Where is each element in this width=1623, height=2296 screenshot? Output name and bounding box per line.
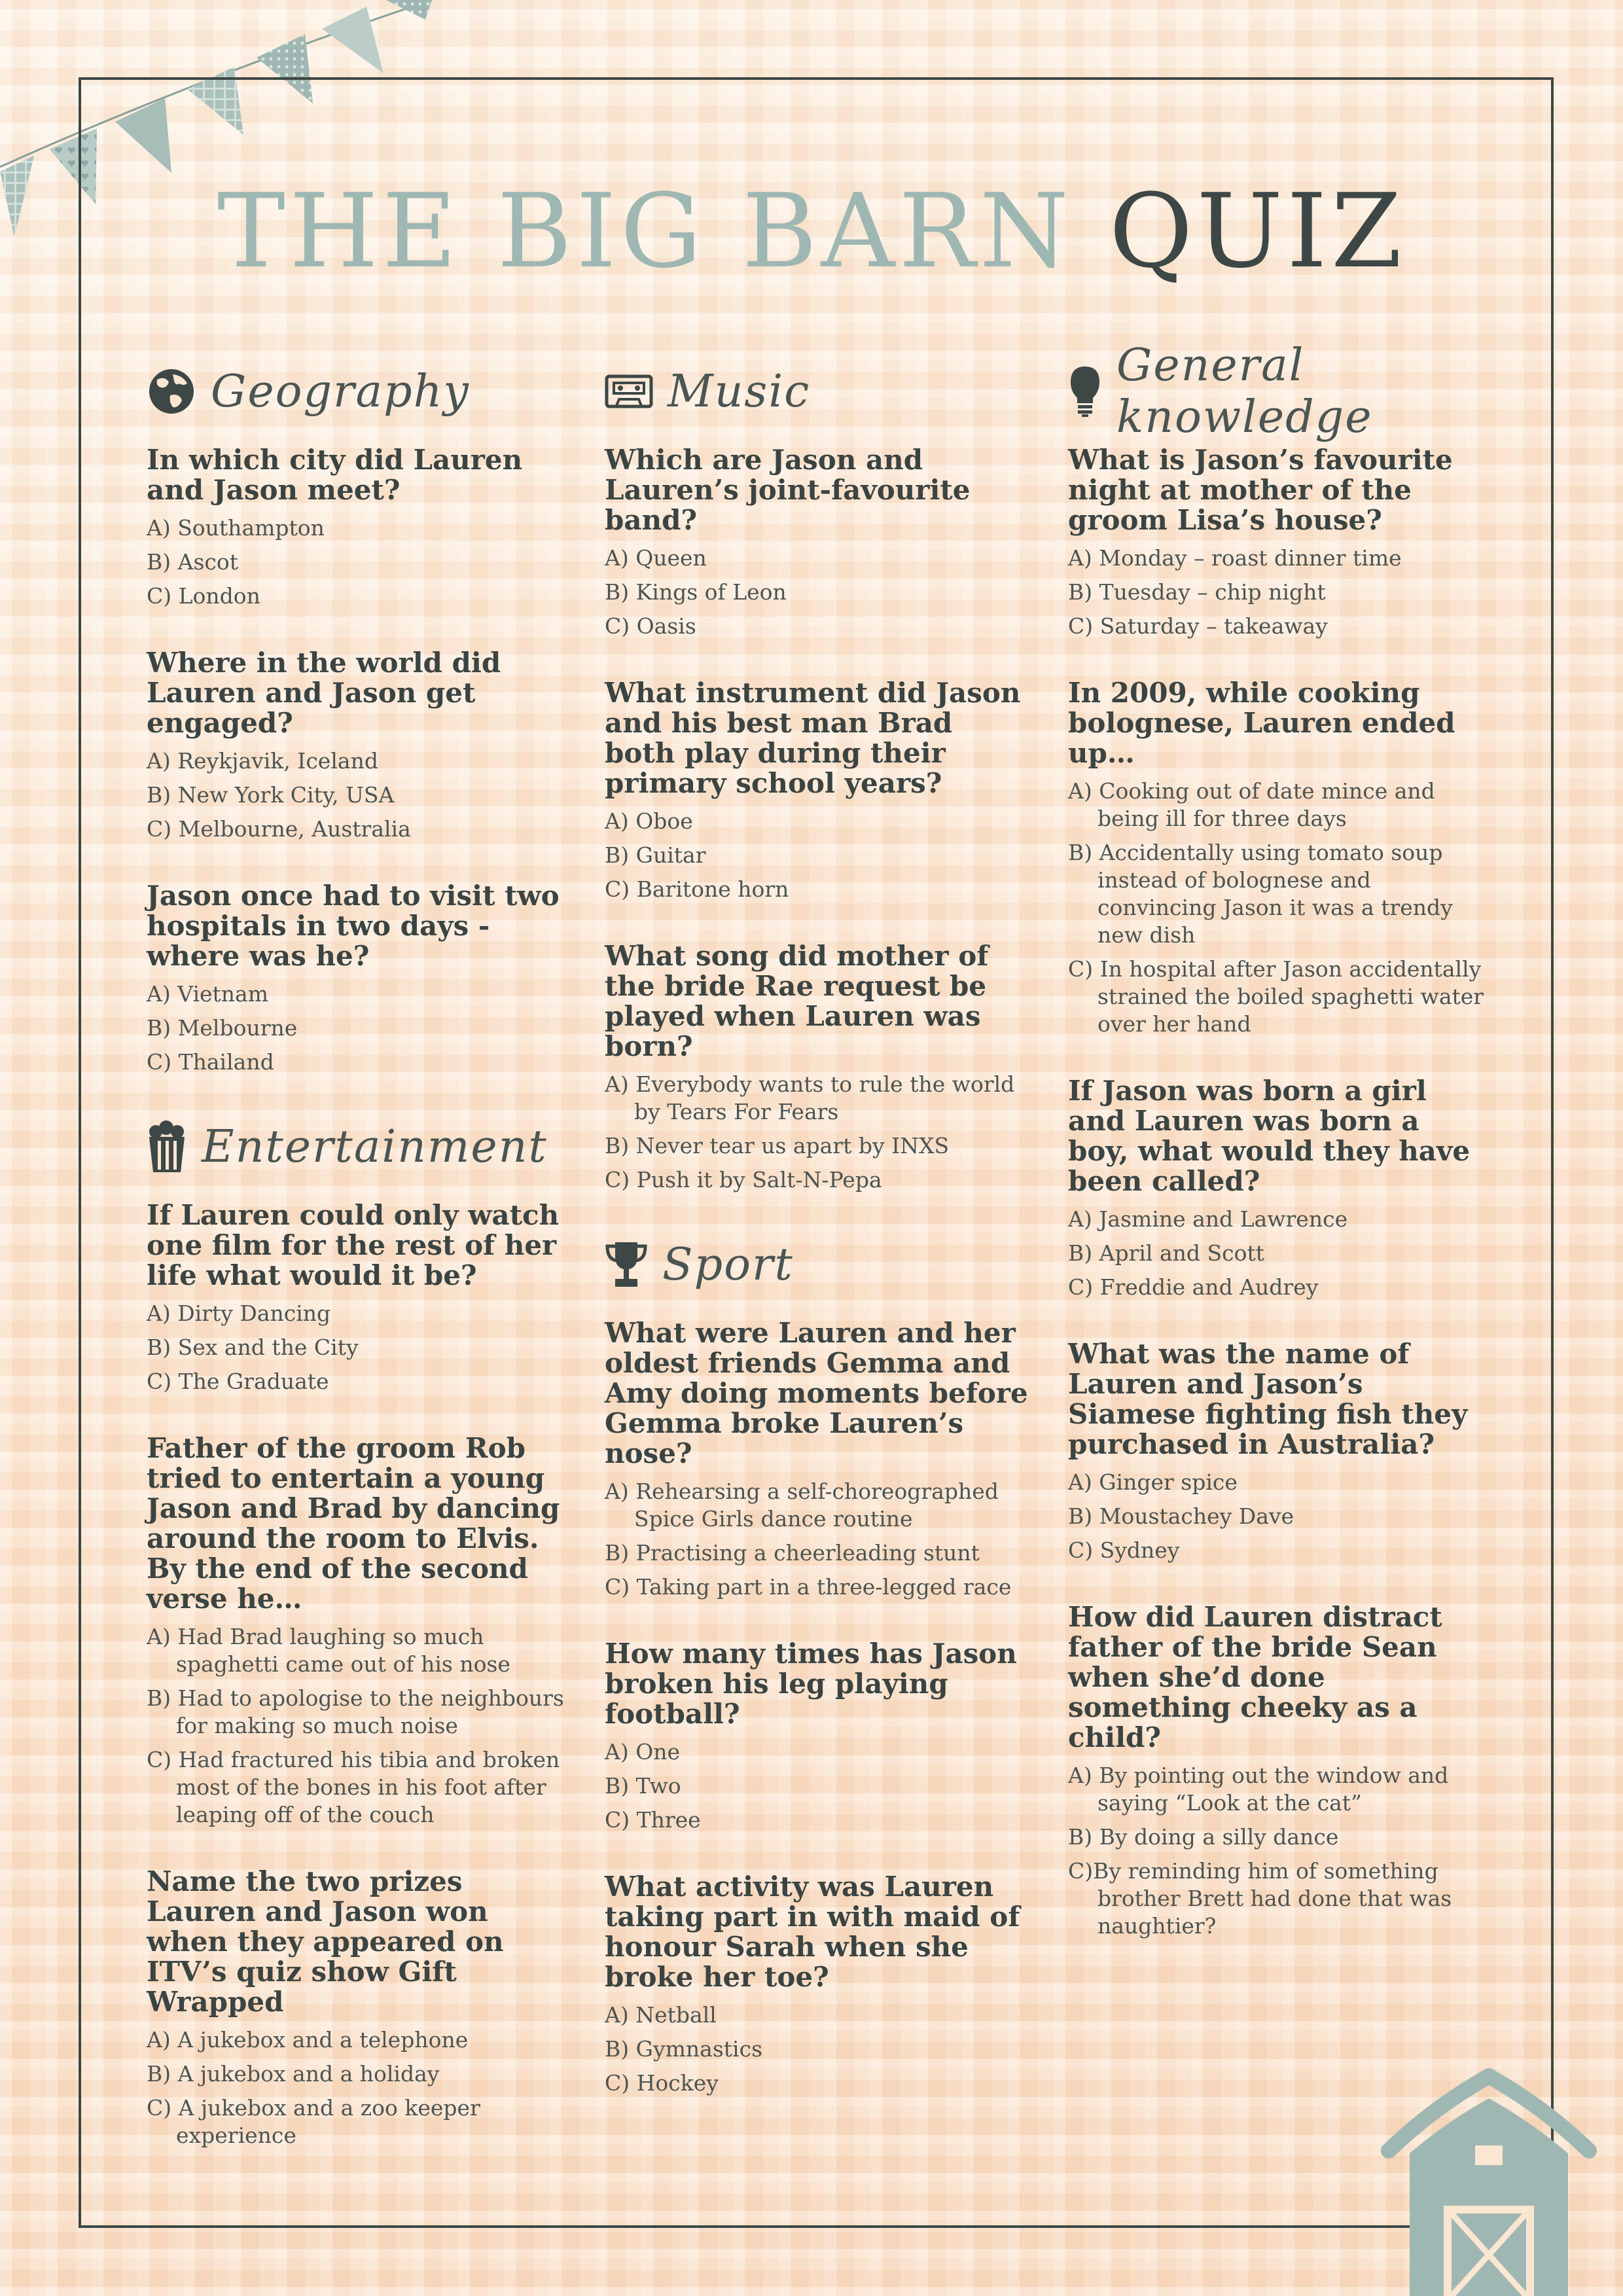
answer-option: B) Tuesday – chip night [1068, 579, 1326, 605]
question-block: In 2009, while cooking bolognese, Lauren ended up… A) Cooking out of date mince and being ill for three days B) Accidentally using tomato soup instead of bolognese and convincing Jason it was a trendy new dish C) In hospital after Jason accidentally strained the boiled spaghetti water over her hand [1068, 678, 1487, 1038]
section-heading: Entertainment [147, 1114, 572, 1179]
question-block: What song did mother of the bride Rae request be played when Lauren was born? A) Everybody wants to rule the world by Tears For Fears B) Never tear us apart by INXS C) Push it by Salt-N-Pepa [605, 941, 1030, 1194]
column-middle [605, 359, 1030, 2135]
answer-option: C) Taking part in a three-legged race [605, 1574, 1012, 1600]
popcorn-icon [147, 1120, 187, 1174]
globe-icon [147, 367, 196, 416]
answer-option: A) By pointing out the window and saying “Look at the cat” [1068, 1763, 1449, 1816]
answer-option: A) Jasmine and Lawrence [1068, 1206, 1348, 1232]
section-geography [147, 359, 572, 1076]
answer-option: B) Had to apologise to the neighbours for making so much noise [147, 1685, 564, 1738]
answer-option: C) London [147, 583, 260, 609]
answer-option: C) Saturday – takeaway [1068, 613, 1328, 639]
answer-option: B) Two [605, 1773, 681, 1799]
column-left [147, 359, 572, 2187]
answer-option: A) One [605, 1739, 681, 1765]
question-block: How many times has Jason broken his leg playing football? A) One B) Two C) Three [605, 1639, 1030, 1834]
answer-option: C) Oasis [605, 613, 696, 639]
question-block: How did Lauren distract father of the bride Sean when she’d done something cheeky as a child? A) By pointing out the window and saying “Look at the cat” B) By doing a silly dance C)By reminding him of something brother Brett had done that was naughtier? [1068, 1602, 1487, 1940]
answer-option: C) Hockey [605, 2070, 719, 2096]
answer-option: C)By reminding him of something brother Brett had done that was naughtier? [1068, 1858, 1452, 1939]
answer-option: A) Vietnam [147, 981, 269, 1007]
answer-option: B) Never tear us apart by INXS [605, 1133, 950, 1158]
answer-option: A) Had Brad laughing so much spaghetti came out of his nose [147, 1624, 510, 1677]
answer-option: C) Melbourne, Australia [147, 816, 411, 842]
answer-option: C) Thailand [147, 1049, 274, 1075]
answer-option: A) Queen [605, 545, 707, 571]
barn-icon [1381, 2068, 1597, 2296]
answer-option: C) Freddie and Audrey [1068, 1274, 1319, 1300]
answer-option: A) Ginger spice [1068, 1469, 1238, 1495]
section-heading: Music [605, 359, 1030, 424]
answer-option: B) Accidentally using tomato soup instead of bolognese and convincing Jason it was a trendy new dish [1068, 840, 1453, 948]
answer-option: B) Gymnastics [605, 2036, 763, 2062]
column-right [1068, 340, 1487, 1978]
answer-option: A) Southampton [147, 515, 325, 541]
section-heading: General knowledge [1068, 359, 1487, 424]
answer-option: B) Kings of Leon [605, 579, 787, 605]
section-general-knowledge [1068, 340, 1487, 1940]
answer-option: C) Baritone horn [605, 876, 789, 902]
answer-option: B) Sex and the City [147, 1335, 359, 1360]
answer-option: A) Oboe [605, 808, 693, 834]
trophy-icon [605, 1240, 648, 1289]
answer-option: A) Netball [605, 2002, 717, 2028]
section-sport [605, 1232, 1030, 2097]
question-block: Father of the groom Rob tried to entertain a young Jason and Brad by dancing around the room to Elvis. By the end of the second verse he… A) Had Brad laughing so much spaghetti came out of his nose B) Had to apologise to the neighbours for making so much noise C) Had fractured his tibia and broken most of the bones in his foot after leaping off of the couch [147, 1433, 572, 1829]
answer-option: A) Reykjavik, Iceland [147, 748, 378, 774]
question-block: Which are Jason and Lauren’s joint-favourite band? A) Queen B) Kings of Leon C) Oasis [605, 445, 1030, 640]
answer-option: C) Push it by Salt-N-Pepa [605, 1167, 882, 1193]
answer-option: A) Cooking out of date mince and being ill for three days [1068, 778, 1435, 831]
answer-option: B) Ascot [147, 549, 238, 575]
answer-option: B) Practising a cheerleading stunt [605, 1540, 980, 1566]
answer-option: B) Melbourne [147, 1015, 298, 1041]
answer-option: C) A jukebox and a zoo keeper experience [147, 2095, 480, 2148]
answer-option: A) A jukebox and a telephone [147, 2027, 469, 2053]
answer-option: C) Three [605, 1807, 701, 1833]
answer-option: B) April and Scott [1068, 1240, 1264, 1266]
answer-option: B) A jukebox and a holiday [147, 2061, 440, 2087]
answer-option: C) Had fractured his tibia and broken most of the bones in his foot after leaping off of the couch [147, 1747, 560, 1827]
question-block: What were Lauren and her oldest friends Gemma and Amy doing moments before Gemma broke Lauren’s nose? A) Rehearsing a self-choreographed Spice Girls dance routine B) Practising a cheerleading stunt C) Taking part in a three-legged race [605, 1318, 1030, 1601]
answer-option: B) New York City, USA [147, 782, 395, 808]
section-heading: Geography [147, 359, 572, 424]
section-entertainment [147, 1114, 572, 2149]
question-block: In which city did Lauren and Jason meet? A) Southampton B) Ascot C) London [147, 445, 572, 610]
question-block: Where in the world did Lauren and Jason get engaged? A) Reykjavik, Iceland B) New York City, USA C) Melbourne, Australia [147, 648, 572, 843]
question-block: Name the two prizes Lauren and Jason won when they appeared on ITV’s quiz show Gift Wrapped A) A jukebox and a telephone B) A jukebox and a holiday C) A jukebox and a zoo keeper experience [147, 1867, 572, 2149]
question-block: What instrument did Jason and his best man Brad both play during their primary school years? A) Oboe B) Guitar C) Baritone horn [605, 678, 1030, 903]
question-block: What activity was Lauren taking part in with maid of honour Sarah when she broke her toe? A) Netball B) Gymnastics C) Hockey [605, 1872, 1030, 2097]
cassette-icon [605, 373, 653, 410]
answer-option: A) Everybody wants to rule the world by Tears For Fears [605, 1071, 1015, 1124]
question-block: What was the name of Lauren and Jason’s Siamese fighting fish they purchased in Australia? A) Ginger spice B) Moustachey Dave C) Sydney [1068, 1339, 1487, 1564]
answer-option: C) In hospital after Jason accidentally strained the boiled spaghetti water over her hand [1068, 956, 1484, 1037]
page-title: THE BIG BARN QUIZ [217, 171, 1406, 291]
question-block: If Jason was born a girl and Lauren was born a boy, what would they have been called? A) Jasmine and Lawrence B) April and Scott C) Freddie and Audrey [1068, 1076, 1487, 1301]
section-heading: Sport [605, 1232, 1030, 1297]
lightbulb-icon [1068, 365, 1102, 418]
answer-option: A) Rehearsing a self-choreographed Spice Girls dance routine [605, 1479, 999, 1532]
section-music [605, 359, 1030, 1194]
answer-option: A) Dirty Dancing [147, 1300, 331, 1326]
question-block: What is Jason’s favourite night at mother of the groom Lisa’s house? A) Monday – roast dinner time B) Tuesday – chip night C) Saturday – takeaway [1068, 445, 1487, 640]
answer-option: A) Monday – roast dinner time [1068, 545, 1402, 571]
answer-option: C) The Graduate [147, 1369, 329, 1394]
answer-option: B) Guitar [605, 842, 706, 868]
question-block: If Lauren could only watch one film for the rest of her life what would it be? A) Dirty Dancing B) Sex and the City C) The Graduate [147, 1200, 572, 1395]
answer-option: B) By doing a silly dance [1068, 1824, 1339, 1850]
question-block: Jason once had to visit two hospitals in two days - where was he? A) Vietnam B) Melbourne C) Thailand [147, 881, 572, 1076]
answer-option: B) Moustachey Dave [1068, 1503, 1294, 1529]
answer-option: C) Sydney [1068, 1537, 1180, 1563]
